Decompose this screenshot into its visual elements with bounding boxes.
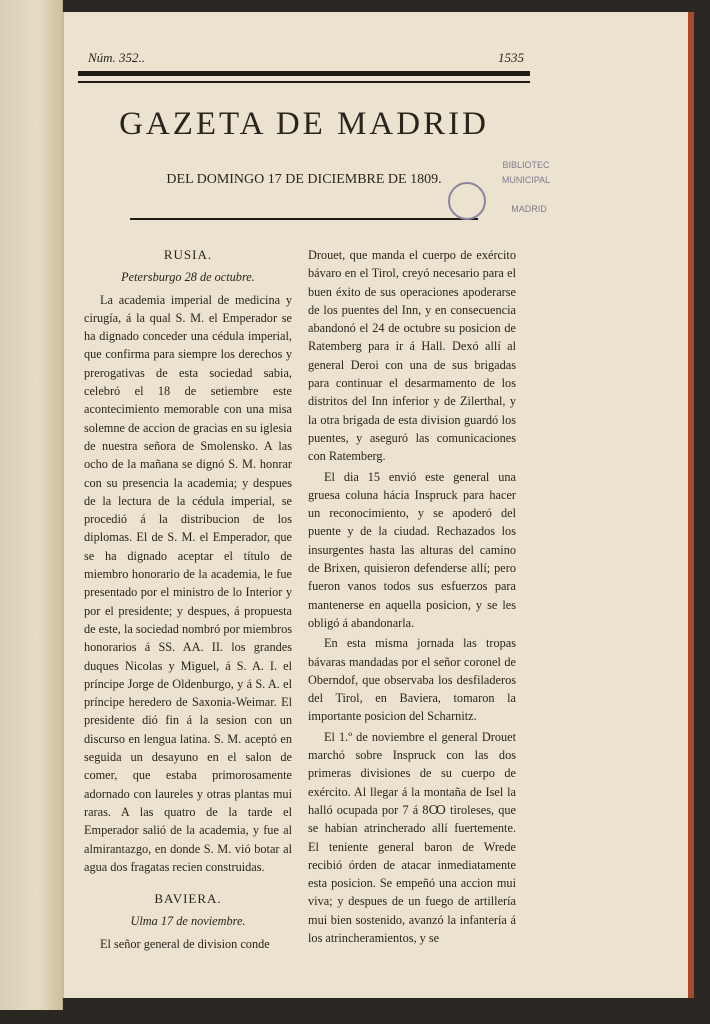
article-paragraph: El dia 15 envió este general una gruesa coluna hácia Inspruck para hacer un reconocimiento, y se apoderó del puente y de la ciudad. Rechazados los insurgentes hasta las alturas del camino de Brixen, quisieron defenderse allí; pero fueron vanos todos sus esfuerzos para mantenerse en aquella posicion, y se les obligó á abandonarla. — [308, 469, 516, 630]
previous-page-edge — [0, 0, 63, 1010]
article-paragraph: El 1.º de noviembre el general Drouet marchó sobre Inspruck con las dos primeras divisiones de su cuerpo de exército. Al llegar á la montaña de Isel la halló ocupada por 7 á 8Ꝏ tiroleses, que se habian atrincherado allí fuertemente. El teniente general baron de Wrede recibió órden de atacar inmediatamente esta posicion. Se empeñó una accion mui viva; y despues de un fuego de artillería mui bien sostenido, avanzó la infantería á los atrincheramientos, y se — [308, 729, 516, 945]
header-rule-thin — [78, 81, 530, 83]
issue-number: Núm. 352.. — [88, 50, 146, 65]
dateline-petersburgo: Petersburgo 28 de octubre. — [121, 270, 255, 285]
left-column — [84, 246, 292, 953]
article-paragraph: Drouet, que manda el cuerpo de exército bávaro en el Tirol, creyó necesario para el buen éxito de sus operaciones apoderarse de los puentes del Inn, y en consecuencia abandonó el 24 de octubre su posicion de Ratemberg para ir á Hall. Dexó allí al general Deroi con una de sus brigadas para continuar el desarmamento de los distritos del Inn inferior y de Zilerthal, y la otra brigada de esta division guardó los puentes, y aseguró las comunicaciones con Ratemberg. — [308, 248, 516, 464]
dateline-ulma: Ulma 17 de noviembre. — [130, 914, 246, 929]
seal-icon — [448, 182, 486, 220]
page-number: 1535 — [498, 50, 524, 65]
dateline: DEL DOMINGO 17 DE DICIEMBRE DE 1809. — [166, 172, 442, 187]
right-column — [308, 246, 516, 947]
header-rule-thick — [78, 71, 530, 76]
dateline-rule — [130, 218, 478, 220]
article-paragraph: La academia imperial de medicina y cirugía, á la qual S. M. el Emperador se ha dignado conceder una cédula imperial, que confirma para siempre los derechos y prerogativas de esta sociedad sabia, celebró el 18 de setiembre este acontecimiento memorable con una misa solemne de accion de gracias en su iglesia de nuestra señora de Smolensko. A las ocho de la mañana se dignó S. M. honrar con su presencia la academia; y despues de la lectura de la cédula imperial, se procedió á la distribucion de los diplomas. El de S. M. el Emperador, que se ha dignado aceptar el título de miembro honorario de la academia, le fue presentado por el ministro de lo Interior y por el presidente; y despues, á propuesta de este, la sociedad nombró por miembros honorarios á SS. AA. II. los grandes duques Nicolas y Miguel, á S. A. I. el príncipe Jorge de Oldenburgo, y á S. A. el príncipe heredero de Saxonia-Weimar. El presidente dió fin á la sesion con un discurso en lengua latina. S. M. aceptó en seguida un desayuno en el salon de comer, que estaba primorosamente adornado con laureles y otras plantas mui raras. A las quatro de la tarde el Emperador salió de la academia, y fue al almirantazgo, en donde S. M. vió botar al agua dos fragatas recien construidas. — [84, 292, 292, 874]
masthead-title: GAZETA DE MADRID — [119, 106, 489, 142]
section-heading-baviera: BAVIERA. — [154, 891, 222, 907]
section-heading-rusia: RUSIA. — [163, 247, 213, 262]
stamp-line: BIBLIOTEC — [502, 160, 550, 170]
stamp-line: MUNICIPAL — [501, 175, 551, 185]
article-paragraph: En esta misma jornada las tropas bávaras mandadas por el señor coronel de Oberndof, que observaba los desfiladeros del Tirol, en Baviera, tomaron la importante posicion del Scharnitz. — [308, 636, 516, 724]
article-paragraph: El señor general de division conde — [100, 936, 270, 951]
page-edge-strip — [688, 12, 694, 998]
stamp-line: MADRID — [511, 204, 547, 214]
library-stamp — [448, 158, 578, 224]
